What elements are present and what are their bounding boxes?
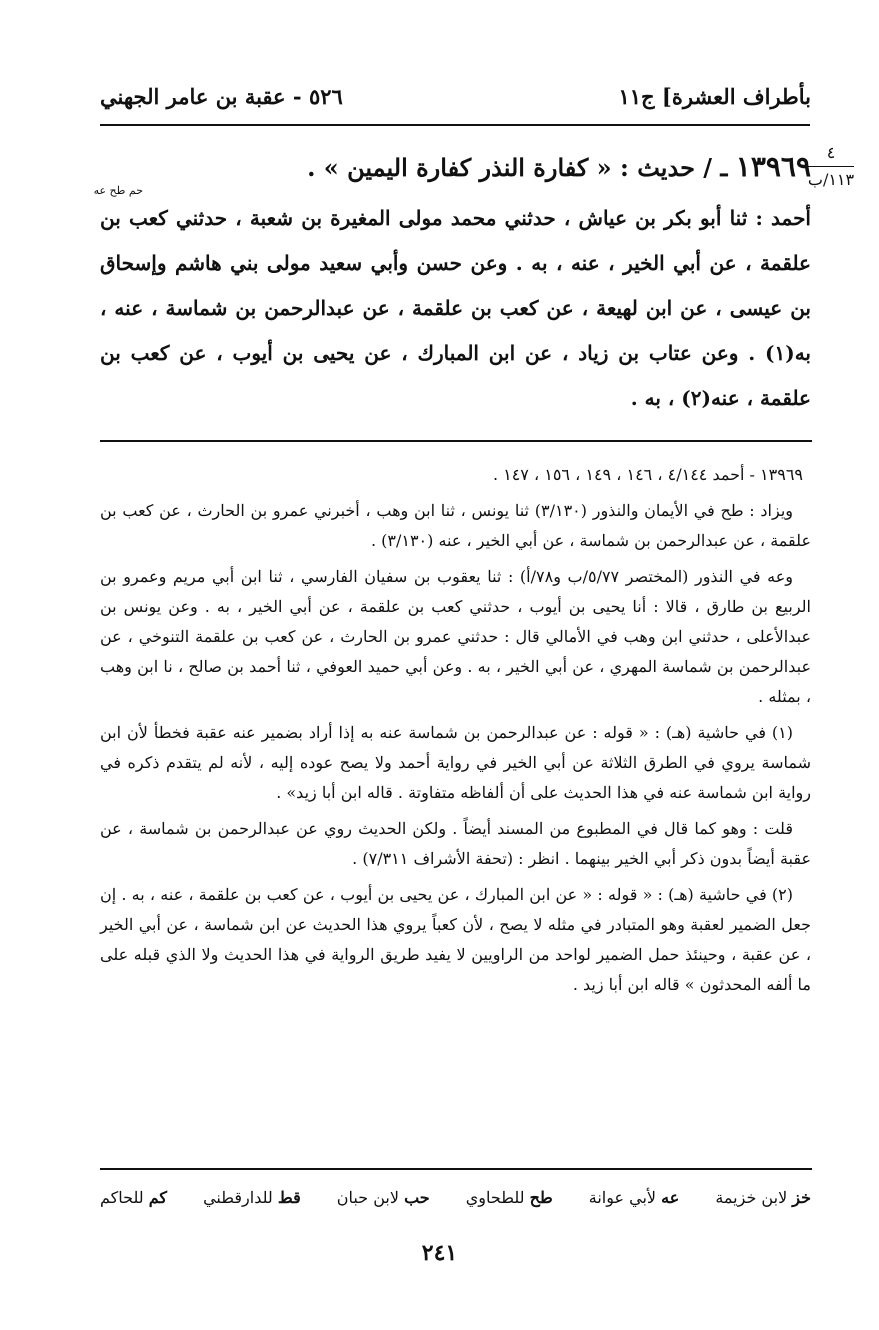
abbreviation-code: خز — [792, 1188, 811, 1207]
footnote-paragraph: (٢) في حاشية (هـ) : « قوله : « عن ابن المبارك ، عن يحيى بن أيوب ، عن كعب بن علقمة ، عنه ، به . إن جعل الضمير لعقبة وهو المتبادر في مثله لا يصح ، لأن كعباً يروي هذا الحديث عن ابن شماسة ، عن أبي الخير ، عن عقبة ، وحينئذ حمل الضمير لواحد من الراويين لا يفيد طريق الرواية في هذا الحديث ولا الذي قبله على ما ألفه المحدثون » قاله ابن أبا زيد . — [100, 885, 811, 994]
hadith-title: ـ / حديث : « كفارة النذر كفارة اليمين » . — [307, 153, 736, 182]
abbreviation-code: حب — [404, 1188, 430, 1207]
abbreviation-name: للطحاوي — [465, 1188, 525, 1207]
footnote-paragraph: (١) في حاشية (هـ) : « قوله : عن عبدالرحمن بن شماسة عنه به إذا أراد بضمير عنه عقبة فخطأ لأن ابن شماسة يروي في الطرق الثلاثة عن أبي الخير في رواية أحمد ولا يصح عوده إليه ، لأنه لم يتقدم ذكره في رواية ابن شماسة عنه في هذا الحديث على أن ألفاظه متفاوتة . قاله ابن أبا زيد» . — [100, 723, 811, 802]
margin-folio-number: ٤ — [826, 143, 836, 162]
abbreviation-item — [100, 1188, 167, 1207]
abbreviation-key — [100, 1188, 811, 1207]
abbreviation-code: طح — [529, 1188, 553, 1207]
footnote-divider — [100, 440, 812, 442]
abbreviation-divider — [100, 1168, 812, 1170]
footnote-reference: ١٣٩٦٩ - أحمد ٤/١٤٤ ، ١٤٦ ، ١٤٩ ، ١٥٦ ، ١٤٧ . — [492, 465, 803, 484]
page-number: ٢٤١ — [421, 1240, 458, 1266]
header-divider — [100, 124, 810, 126]
margin-folio-side: ١١٣/ب — [807, 170, 855, 189]
source-abbreviations: حم طح عه — [93, 184, 143, 197]
abbreviation-item — [337, 1188, 430, 1207]
abbreviation-name: لابن حبان — [336, 1188, 399, 1207]
hadith-heading — [100, 150, 811, 183]
abbreviation-code: قط — [277, 1188, 301, 1207]
abbreviation-item — [589, 1188, 680, 1207]
running-header-section: ٥٢٦ - عقبة بن عامر الجهني — [100, 84, 343, 109]
footnote-paragraph: وعه في النذور (المختصر ٥/٧٧/ب و٧٨/أ) : ثنا يعقوب بن سفيان الفارسي ، ثنا ابن أبي مريم وعمرو بن الربيع بن طارق ، قالا : أنا يحيى بن أيوب ، حدثني كعب بن علقمة ، عن أبي الخير ، به . وعن يونس بن عبدالأعلى ، حدثني ابن وهب في الأمالي قال : حدثني عمرو بن الحارث ، عن كعب بن علقمة التنوخي ، عن عبدالرحمن بن شماسة المهري ، عن أبي الخير ، به . وعن أبي حميد العوفي ، ثنا أحمد بن صالح ، نا ابن وهب ، بمثله . — [100, 567, 811, 706]
abbreviation-name: لأبي عوانة — [588, 1188, 657, 1207]
abbreviation-item — [466, 1188, 553, 1207]
abbreviation-code: عه — [661, 1188, 680, 1207]
abbreviation-item — [715, 1188, 811, 1207]
footnote-paragraph: ويزاد : طح في الأيمان والنذور (٣/١٣٠) ثنا يونس ، ثنا ابن وهب ، أخبرني عمرو بن الحارث ، عن كعب بن علقمة ، عن عبدالرحمن بن شماسة ، عن أبي الخير ، عنه (٣/١٣٠) . — [100, 501, 811, 550]
hadith-body-text: أحمد : ثنا أبو بكر بن عياش ، حدثني محمد مولى المغيرة بن شعبة ، حدثني كعب بن علقمة ، عن أبي الخير ، عنه ، به . وعن حسن وأبي سعيد مولى بني هاشم وإسحاق بن عيسى ، عن ابن لهيعة ، عن كعب بن علقمة ، عن عبدالرحمن بن شماسة ، عنه ، به(١) . وعن عتاب بن زياد ، عن ابن المبارك ، عن يحيى بن أيوب ، عن كعب بن علقمة ، عنه(٢) ، به . — [100, 206, 812, 410]
margin-divider — [808, 166, 854, 167]
abbreviation-item — [203, 1188, 301, 1207]
abbreviation-code: كم — [148, 1188, 168, 1207]
hadith-number: ١٣٩٦٩ — [735, 150, 811, 183]
footnotes — [100, 460, 811, 1006]
abbreviation-name: للدارقطني — [203, 1188, 273, 1207]
footnote-paragraph: قلت : وهو كما قال في المطبوع من المسند أيضاً . ولكن الحديث روي عن عبدالرحمن بن شماسة ، عن عقبة أيضاً بدون ذكر أبي الخير بينهما . انظر : (تحفة الأشراف ٧/٣١١) . — [100, 819, 811, 868]
abbreviation-name: للحاكم — [100, 1188, 144, 1207]
abbreviation-name: لابن خزيمة — [715, 1188, 788, 1207]
running-header-book-title: بأطراف العشرة] ج١١ — [618, 84, 811, 109]
